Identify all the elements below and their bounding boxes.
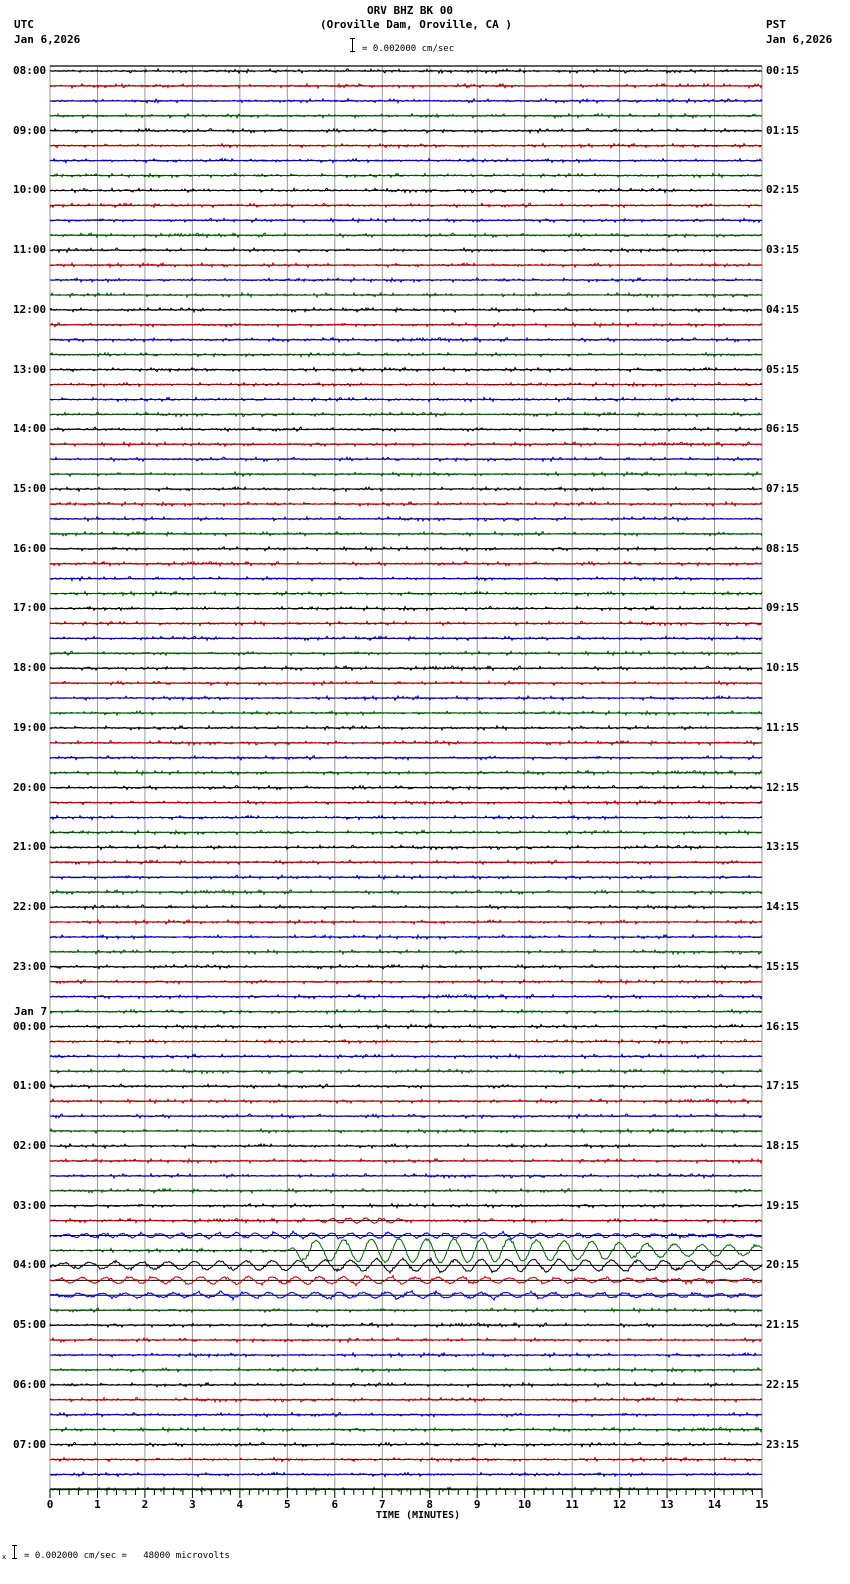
pst-hour-label: 16:15 <box>766 1019 800 1033</box>
right-timezone: PST <box>766 18 786 31</box>
pst-hour-label: 23:15 <box>766 1437 800 1451</box>
utc-hour-label: 07:00 <box>13 1437 47 1451</box>
utc-hour-label: 22:00 <box>13 900 47 914</box>
pst-hour-label: 02:15 <box>766 183 800 197</box>
utc-hour-label: 23:00 <box>13 959 47 973</box>
utc-hour-label: 01:00 <box>13 1079 47 1093</box>
utc-hour-label: 12:00 <box>13 302 47 316</box>
pst-hour-label: 09:15 <box>766 601 800 615</box>
utc-hour-label: 21:00 <box>13 840 47 854</box>
x-tick-label: 0 <box>46 1498 54 1511</box>
scale-legend: = 0.002000 cm/sec <box>362 44 455 54</box>
x-tick-label: 13 <box>660 1498 674 1511</box>
pst-hour-label: 17:15 <box>766 1079 800 1093</box>
pst-hour-label: 18:15 <box>766 1138 800 1152</box>
pst-hour-label: 21:15 <box>766 1318 800 1332</box>
utc-hour-label: 04:00 <box>13 1258 47 1272</box>
utc-hour-label: 17:00 <box>13 601 47 615</box>
pst-hour-label: 15:15 <box>766 959 800 973</box>
utc-hour-label: 20:00 <box>13 780 47 794</box>
utc-hour-label: 19:00 <box>13 720 47 734</box>
pst-hour-label: 20:15 <box>766 1258 800 1272</box>
station-location: (Oroville Dam, Oroville, CA ) <box>319 18 513 31</box>
utc-hour-label: 10:00 <box>13 183 47 197</box>
x-tick-label: 2 <box>141 1498 149 1511</box>
utc-hour-label: 02:00 <box>13 1138 47 1152</box>
x-tick-label: 11 <box>565 1498 579 1511</box>
x-tick-label: 12 <box>612 1498 627 1511</box>
footer-scale-bar-icon <box>14 1545 20 1559</box>
x-tick-label: 14 <box>707 1498 722 1511</box>
x-tick-label: 8 <box>426 1498 434 1511</box>
utc-hour-label: 18:00 <box>13 661 47 675</box>
pst-hour-label: 12:15 <box>766 780 800 794</box>
footer-scale-legend: = 0.002000 cm/sec = 48000 microvolts <box>24 1551 230 1561</box>
utc-hour-label: 06:00 <box>13 1377 47 1391</box>
pst-hour-label: 05:15 <box>766 362 800 376</box>
utc-hour-label: 11:00 <box>13 243 47 257</box>
pst-hour-label: 10:15 <box>766 661 800 675</box>
x-tick-label: 7 <box>378 1498 386 1511</box>
utc-hour-label: 15:00 <box>13 482 47 496</box>
utc-hour-label: 13:00 <box>13 362 47 376</box>
pst-hour-label: 22:15 <box>766 1377 800 1391</box>
pst-hour-label: 04:15 <box>766 302 800 316</box>
x-axis-label: TIME (MINUTES) <box>375 1510 461 1521</box>
station-title: ORV BHZ BK 00 <box>366 4 454 17</box>
x-tick-label: 5 <box>284 1498 291 1511</box>
x-tick-label: 9 <box>473 1498 481 1511</box>
utc-hour-label: 05:00 <box>13 1318 47 1332</box>
x-tick-label: 1 <box>94 1498 101 1511</box>
right-date: Jan 6,2026 <box>766 33 833 46</box>
scale-bar-icon <box>352 38 358 52</box>
pst-hour-label: 01:15 <box>766 123 800 137</box>
x-tick-label: 15 <box>755 1498 769 1511</box>
seismogram-traces <box>50 69 762 1492</box>
date-change-label: Jan 7 <box>14 1004 48 1018</box>
utc-hour-label: 14:00 <box>13 422 47 436</box>
pst-hour-label: 08:15 <box>766 541 800 555</box>
footer-prefix: x <box>2 1553 7 1561</box>
utc-hour-label: 09:00 <box>13 123 47 137</box>
pst-hour-label: 07:15 <box>766 482 800 496</box>
left-timezone: UTC <box>14 18 34 31</box>
pst-hour-label: 19:15 <box>766 1198 800 1212</box>
x-tick-label: 10 <box>518 1498 532 1511</box>
pst-hour-label: 14:15 <box>766 900 800 914</box>
utc-hour-label: 08:00 <box>13 64 47 77</box>
utc-hour-label: 00:00 <box>13 1019 47 1033</box>
utc-hour-label: 16:00 <box>13 541 47 555</box>
pst-hour-label: 13:15 <box>766 840 800 854</box>
pst-hour-label: 00:15 <box>766 64 800 77</box>
pst-hour-label: 11:15 <box>766 720 800 734</box>
utc-hour-label: 03:00 <box>13 1198 47 1212</box>
x-tick-label: 6 <box>331 1498 339 1511</box>
x-tick-label: 4 <box>236 1498 244 1511</box>
pst-hour-label: 03:15 <box>766 243 800 257</box>
pst-hour-label: 06:15 <box>766 422 800 436</box>
left-date: Jan 6,2026 <box>14 33 81 46</box>
time-axis <box>50 1489 762 1498</box>
x-tick-label: 3 <box>189 1498 196 1511</box>
